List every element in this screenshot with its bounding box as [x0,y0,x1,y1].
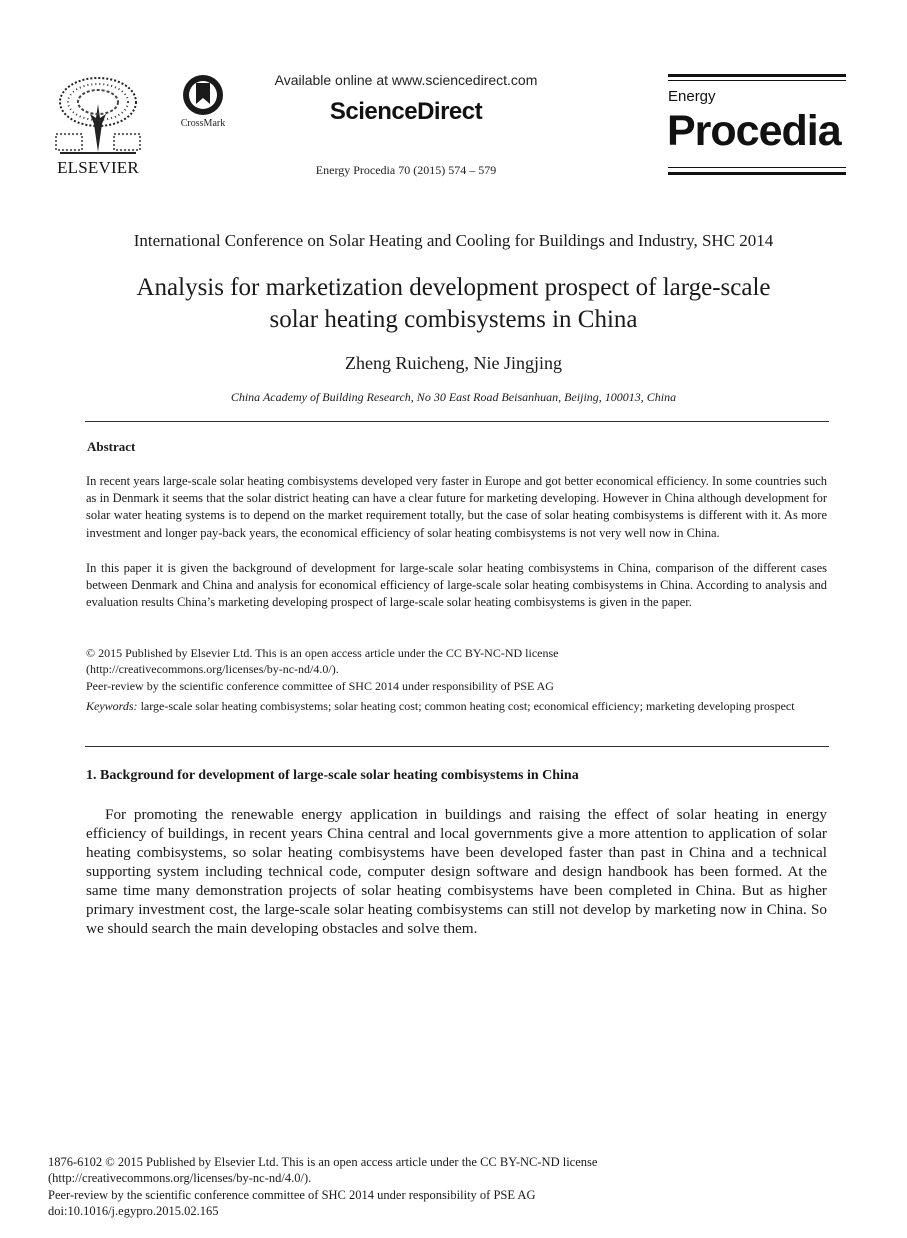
available-online-text: Available online at www.sciencedirect.com [274,72,538,88]
logo-rule-top-thin [668,80,846,81]
footer-license-link[interactable]: (http://creativecommons.org/licenses/by-nc-nd/4.0/). [48,1171,312,1185]
article-authors: Zheng Ruicheng, Nie Jingjing [345,353,562,373]
journal-name-energy: Energy [668,88,716,105]
section-1-body: For promoting the renewable energy application in buildings and raising the effect of solar heating in energy efficiency of buildings, in recent years China central and local governments give a more attention to application of solar heating combisystems, so solar heating combisystems have been developed faster than past in China and a technical supporting system including technical code, computer design software and design handbook has been formed. At the same time many demonstration projects of solar heating combisystems have been completed in China. But as higher primary investment cost, the large-scale solar heating combisystems can still not develop by marketing now in China. So we should search the main developing obstacles and solve them. [86,806,827,937]
abstract-heading: Abstract [87,439,136,454]
journal-reference: Energy Procedia 70 (2015) 574 – 579 [315,163,497,177]
author-affiliation: China Academy of Building Research, No 30 East Road Beisanhuan, Beijing, 100013, China [230,390,677,404]
footer-issn-license: 1876-6102 © 2015 Published by Elsevier Ltd. This is an open access article under the CC BY-NC-ND license [48,1155,598,1169]
footer-peer-review: Peer-review by the scientific conference committee of SHC 2014 under responsibility of PSE AG [48,1188,536,1202]
section-1-heading: 1. Background for development of large-scale solar heating combisystems in China [86,768,579,783]
peer-review-note: Peer-review by the scientific conference committee of SHC 2014 under responsibility of PSE AG [86,679,554,693]
divider-top [85,421,829,422]
crossmark-label: CrossMark [180,118,226,129]
sciencedirect-wordmark: ScienceDirect [329,98,483,125]
abstract-paragraph-2: In this paper it is given the background of development for large-scale solar heating combisystems in China, comparison of the different cases between Denmark and China and analysis for economical efficiency of large-scale solar heating combisystems in China. According to analysis and evaluation results China’s marketing developing prospect of large-scale solar heating combisystems is given in the paper. [86,561,827,610]
copyright-line-1: © 2015 Published by Elsevier Ltd. This is an open access article under the CC BY-NC-ND license [86,646,559,660]
license-link[interactable]: (http://creativecommons.org/licenses/by-nc-nd/4.0/). [86,662,339,676]
logo-rule-bottom-thin [668,167,846,168]
article-title-line2: solar heating combisystems in China [269,306,638,333]
conference-name: International Conference on Solar Heating and Cooling for Buildings and Industry, SHC 2014 [133,231,774,250]
journal-name-procedia: Procedia [667,107,841,155]
keywords-list: large-scale solar heating combisystems; solar heating cost; common heating cost; economical efficiency; marketing developing prospect [140,699,795,713]
logo-rule-bottom [668,172,846,175]
article-title [40,272,867,336]
keywords [86,698,827,714]
elsevier-wordmark: ELSEVIER [57,158,139,177]
logo-rule-top [668,74,846,77]
divider-bottom [85,746,829,747]
abstract-paragraph-1: In recent years large-scale solar heating combisystems developed very faster in Europe and got better economical efficiency. In some countries such as in Denmark it seems that the solar district heating can have a clear future for marketing developing. However in China although development for solar water heating systems is to depend on the market requirement totally, but the case of solar heating combisystems is different with it. As more investment and longer pay-back years, the economical efficiency of solar heating combisystems is not very well now in China. [86,474,827,540]
article-title-line1: Analysis for marketization development prospect of large-scale [136,274,771,301]
energy-procedia-logo [668,74,846,178]
elsevier-logo [50,74,146,178]
footer-doi[interactable]: doi:10.1016/j.egypro.2015.02.165 [48,1204,219,1218]
keywords-label: Keywords: [86,699,138,713]
elsevier-tree-icon [50,74,146,156]
